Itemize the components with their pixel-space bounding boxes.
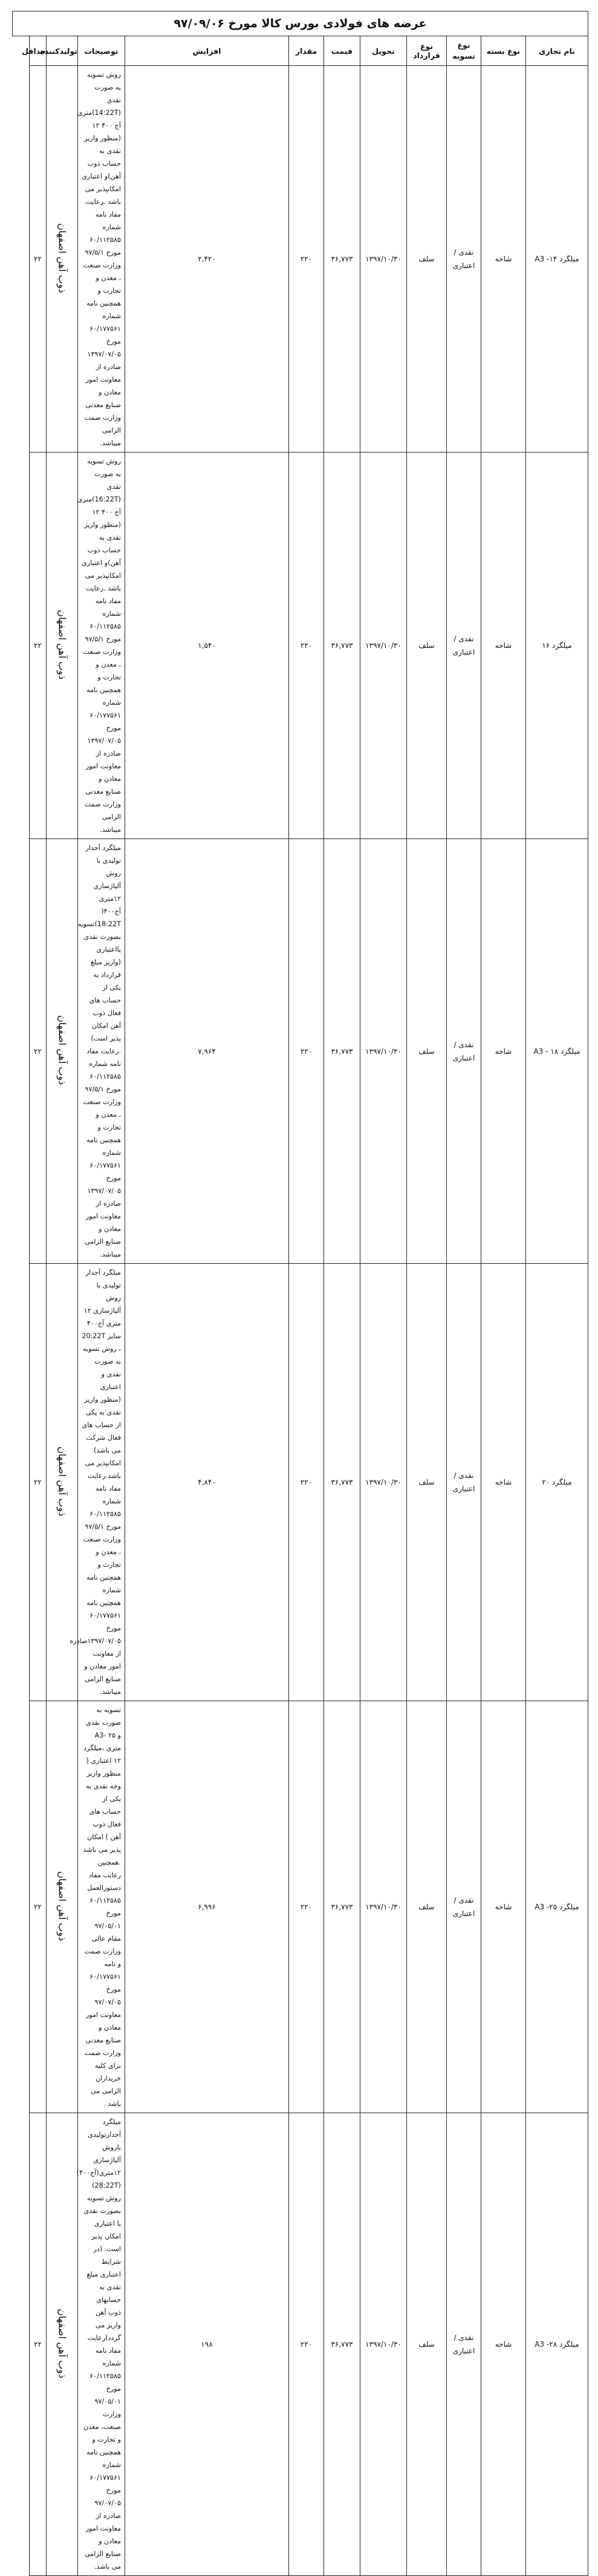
steel-offers-table [12, 11, 588, 2576]
header-price: قیمت [324, 36, 360, 66]
header-settlement-line1: نوع [457, 41, 470, 50]
cell-delivery: ۱۳۹۷/۱۰/۳۰ [360, 453, 407, 839]
cell-contract: سلف [407, 453, 447, 839]
cell-minimum: ۲۲ [30, 839, 47, 1264]
producer-label: ذوب آهن اصفهان [56, 1871, 68, 1941]
cell-package: شاخه [481, 66, 526, 453]
cell-settlement-line2: اعتباری [452, 1909, 475, 1918]
table-row [13, 453, 588, 839]
cell-package: شاخه [481, 1701, 526, 2113]
cell-settlement [447, 2113, 481, 2576]
cell-price: ۳۶,۷۷۳ [324, 453, 360, 839]
header-contract: نوع قرارداد [407, 36, 447, 66]
cell-description: میلگرد آجدارتولیدی باروش آلیاژسازی ۱۲متری(آج۴۰۰) (28:22T) روش تسویه بصورت نقدی یا اعتباری امکان پذیر است. (در شرایط اعتباری مبلغ نقدی به حسابهای ذوب آهن واریز می گردد)رعایت مفاد نامه شماره ۶۰/۱۱۲۵۸۵ مورخ ۹۷/۰۵/۰۱ وزارت صنعت، معدن و تجارت و همچنین نامه شماره ۶۰/۱۷۷۵۶۱ مورخ ۹۷/۰۷/۰۵ صادره از معاونت امور معادن و صنایع الزامی می باشد. [78, 2113, 125, 2576]
cell-quantity: ۲۲۰ [289, 453, 324, 839]
cell-name: میلگرد ۱۶ [526, 453, 588, 839]
cell-increase: ۴,۸۴۰ [125, 1264, 289, 1701]
cell-settlement [447, 1264, 481, 1701]
cell-producer [47, 453, 78, 839]
cell-settlement-line2: اعتباری [452, 648, 475, 656]
cell-name: میلگرد ۱۴- A3 [526, 66, 588, 453]
cell-delivery: ۱۳۹۷/۱۰/۳۰ [360, 1701, 407, 2113]
cell-price: ۳۶,۷۷۳ [324, 1264, 360, 1701]
cell-name: میلگرد ۲۸- A3 [526, 2113, 588, 2576]
cell-quantity: ۲۲۰ [289, 2113, 324, 2576]
cell-quantity: ۲۲۰ [289, 1264, 324, 1701]
cell-settlement-line1: نقدی / [453, 1896, 474, 1904]
cell-settlement-line1: نقدی / [453, 1040, 474, 1049]
cell-price: ۳۶,۷۷۳ [324, 66, 360, 453]
cell-name: میلگرد ۲۰ [526, 1264, 588, 1701]
cell-increase: ۲,۴۲۰ [125, 66, 289, 453]
cell-delivery: ۱۳۹۷/۱۰/۳۰ [360, 1264, 407, 1701]
header-description: توضیحات [78, 36, 125, 66]
producer-label: ذوب آهن اصفهان [56, 1015, 68, 1085]
cell-name: میلگرد ۲۵- A3 [526, 1701, 588, 2113]
cell-producer [47, 1701, 78, 2113]
cell-contract: سلف [407, 1264, 447, 1701]
cell-delivery: ۱۳۹۷/۱۰/۳۰ [360, 66, 407, 453]
header-name: نام تجاری [526, 36, 588, 66]
header-package: نوع بسته [481, 36, 526, 66]
cell-package: شاخه [481, 839, 526, 1264]
cell-producer [47, 2113, 78, 2576]
cell-increase: ۱۹۸ [125, 2113, 289, 2576]
producer-label: ذوب آهن اصفهان [56, 609, 68, 680]
cell-minimum: ۲۲ [30, 1701, 47, 2113]
cell-package: شاخه [481, 1264, 526, 1701]
header-quantity: مقدار [289, 36, 324, 66]
cell-name: میلگرد ۱۸ - A3 [526, 839, 588, 1264]
cell-description: روش تسویه به صورت نقدی (14:22T)متری آج ۴۰۰ ۱۲ (منظور واریز نقدی به حساب ذوب آهن)و اعتباری امکانپذیر می باشد .رعایت مفاد نامه شماره ۶۰/۱۱۲۵۸۵ مورخ ۹۷/۵/۱ وزارت صنعت ، معدن و تجارت و همچنین نامه شماره ۶۰/۱۷۷۵۶۱ مورخ ۱۳۹۷/۰۷/۰۵ صادره از معاونت امور معادن و صنایع معدنی وزارت صمت الزامی میباشد. [78, 66, 125, 453]
cell-producer [47, 839, 78, 1264]
cell-minimum: ۲۲ [30, 1264, 47, 1701]
table-row [13, 2113, 588, 2576]
cell-delivery: ۱۳۹۷/۱۰/۳۰ [360, 839, 407, 1264]
cell-increase: ۶,۹۹۶ [125, 1701, 289, 2113]
cell-settlement [447, 66, 481, 453]
header-minimum: حداقل [30, 36, 47, 66]
cell-package: شاخه [481, 2113, 526, 2576]
cell-contract: سلف [407, 1701, 447, 2113]
header-producer: تولیدکننده [47, 36, 78, 66]
producer-label: ذوب آهن اصفهان [56, 223, 68, 293]
table-row [13, 1264, 588, 1701]
cell-settlement-line2: اعتباری [452, 1053, 475, 1062]
cell-increase: ۷,۹۶۴ [125, 839, 289, 1264]
cell-contract: سلف [407, 2113, 447, 2576]
header-row [13, 36, 588, 66]
cell-settlement-line1: نقدی / [453, 1471, 474, 1480]
cell-price: ۳۶,۷۷۳ [324, 839, 360, 1264]
cell-quantity: ۲۲۰ [289, 66, 324, 453]
cell-description: روش تسویه به صورت نقدی (16:22T)متری آج ۴۰۰ ۱۲ (منظور واریز نقدی به حساب ذوب آهن)و اعتباری امکانپذیر می باشد .رعایت مفاد نامه شماره ۶۰/۱۱۲۵۸۵ مورخ ۹۷/۵/۱ وزارت صنعت ، معدن و تجارت و همچنین نامه شماره ۶۰/۱۷۷۵۶۱ مورخ ۱۳۹۷/۰۷/۰۵ صادره از معاونت امور معادن و صنایع معدنی وزارت صمت الزامی میباشد. [78, 453, 125, 839]
header-settlement [447, 36, 481, 66]
cell-description: میلگرد آجدار تولیدی با روش آلیاژسازی ۱۲متری آج۴۰۰( 18:22T)تسویه بصورت نقدی یااعتباری (واریز مبلغ قرارداد به یکی از حساب های فعال ذوب آهن امکان پذیر است) .رعایت مفاد نامه شماره ۶۰/۱۱۲۵۸۵ مورخ ۹۷/۵/۱ وزارت صنعت ، معدن و تجارت و همچنین نامه شماره ۶۰/۱۷۷۵۶۱ مورخ ۱۳۹۷/۰۷/۰۵ صادره از معاونت امور معادن و صنایع الزامی میباشد. [78, 839, 125, 1264]
cell-settlement [447, 1701, 481, 2113]
header-delivery: تحویل [360, 36, 407, 66]
header-settlement-line2: تسویه [452, 51, 475, 60]
document [12, 11, 588, 2576]
cell-settlement-line2: اعتباری [452, 1485, 475, 1493]
cell-quantity: ۲۲۰ [289, 839, 324, 1264]
producer-label: ذوب آهن اصفهان [56, 2308, 68, 2379]
cell-contract: سلف [407, 66, 447, 453]
cell-settlement-line2: اعتباری [452, 2347, 475, 2355]
cell-quantity: ۲۲۰ [289, 1701, 324, 2113]
cell-description: تسویه به صورت نقدی و A3- ۲۵ متری ،میلگرد ۱۲ اعتباری ( منظور واریز وجه نقدی به یکی از حساب های فعال ذوب آهن ) امکان پذیر می باشد .همچنین رعایت مفاد دستورالعمل ۶۰/۱۱۲۵۸۵ مورخ ۹۷/۰۵/۰۱ مقام عالی وزارت صمت و نامه ۶۰/۱۷۷۵۶۱ مورخ ۹۷/۰۷/۰۵ معاونت امور معادن و صنایع معدنی وزارت صمت برای کلیه خریداران الزامی می باشد . [78, 1701, 125, 2113]
table-row [13, 1701, 588, 2113]
cell-package: شاخه [481, 453, 526, 839]
cell-producer [47, 1264, 78, 1701]
page-title: عرضه های فولادی بورس کالا مورخ ۹۷/۰۹/۰۶ [13, 11, 588, 36]
cell-settlement-line1: نقدی / [453, 248, 474, 257]
cell-description: میلگرد آجدار تولیدی با روش آلیاژسازی ۱۲ متری آج۴۰۰ سایز 20:22T ، روش تسویه به صورت نقدی و اعتباری (منظور واریز نقدی به یکی از حساب های فعال شرکت می باشد) امکانپذیر می باشد.رعایت مفاد نامه شماره ۶۰/۱۱۲۵۸۵ مورخ ۹۷/۵/۱ وزارت صنعت ، معدن و تجارت و همچنین نامه شماره همچنین نامه ۶۰/۱۷۷۵۶۱ مورخ ۱۳۹۷/۰۷/۰۵صادره از معاونت امور معادن و صنایع الزامی میباشد. [78, 1264, 125, 1701]
cell-settlement [447, 453, 481, 839]
cell-settlement-line1: نقدی / [453, 2333, 474, 2342]
cell-delivery: ۱۳۹۷/۱۰/۳۰ [360, 2113, 407, 2576]
table-row [13, 66, 588, 453]
cell-minimum: ۲۲ [30, 66, 47, 453]
cell-minimum: ۲۲ [30, 453, 47, 839]
cell-contract: سلف [407, 839, 447, 1264]
table-row [13, 839, 588, 1264]
cell-producer [47, 66, 78, 453]
cell-settlement [447, 839, 481, 1264]
cell-price: ۳۶,۷۷۳ [324, 1701, 360, 2113]
cell-price: ۳۶,۷۷۳ [324, 2113, 360, 2576]
cell-increase: ۱,۵۴۰ [125, 453, 289, 839]
cell-minimum: ۲۲ [30, 2113, 47, 2576]
cell-settlement-line2: اعتباری [452, 261, 475, 270]
cell-settlement-line1: نقدی / [453, 635, 474, 643]
producer-label: ذوب آهن اصفهان [56, 1446, 68, 1517]
header-increase: افزایش [125, 36, 289, 66]
